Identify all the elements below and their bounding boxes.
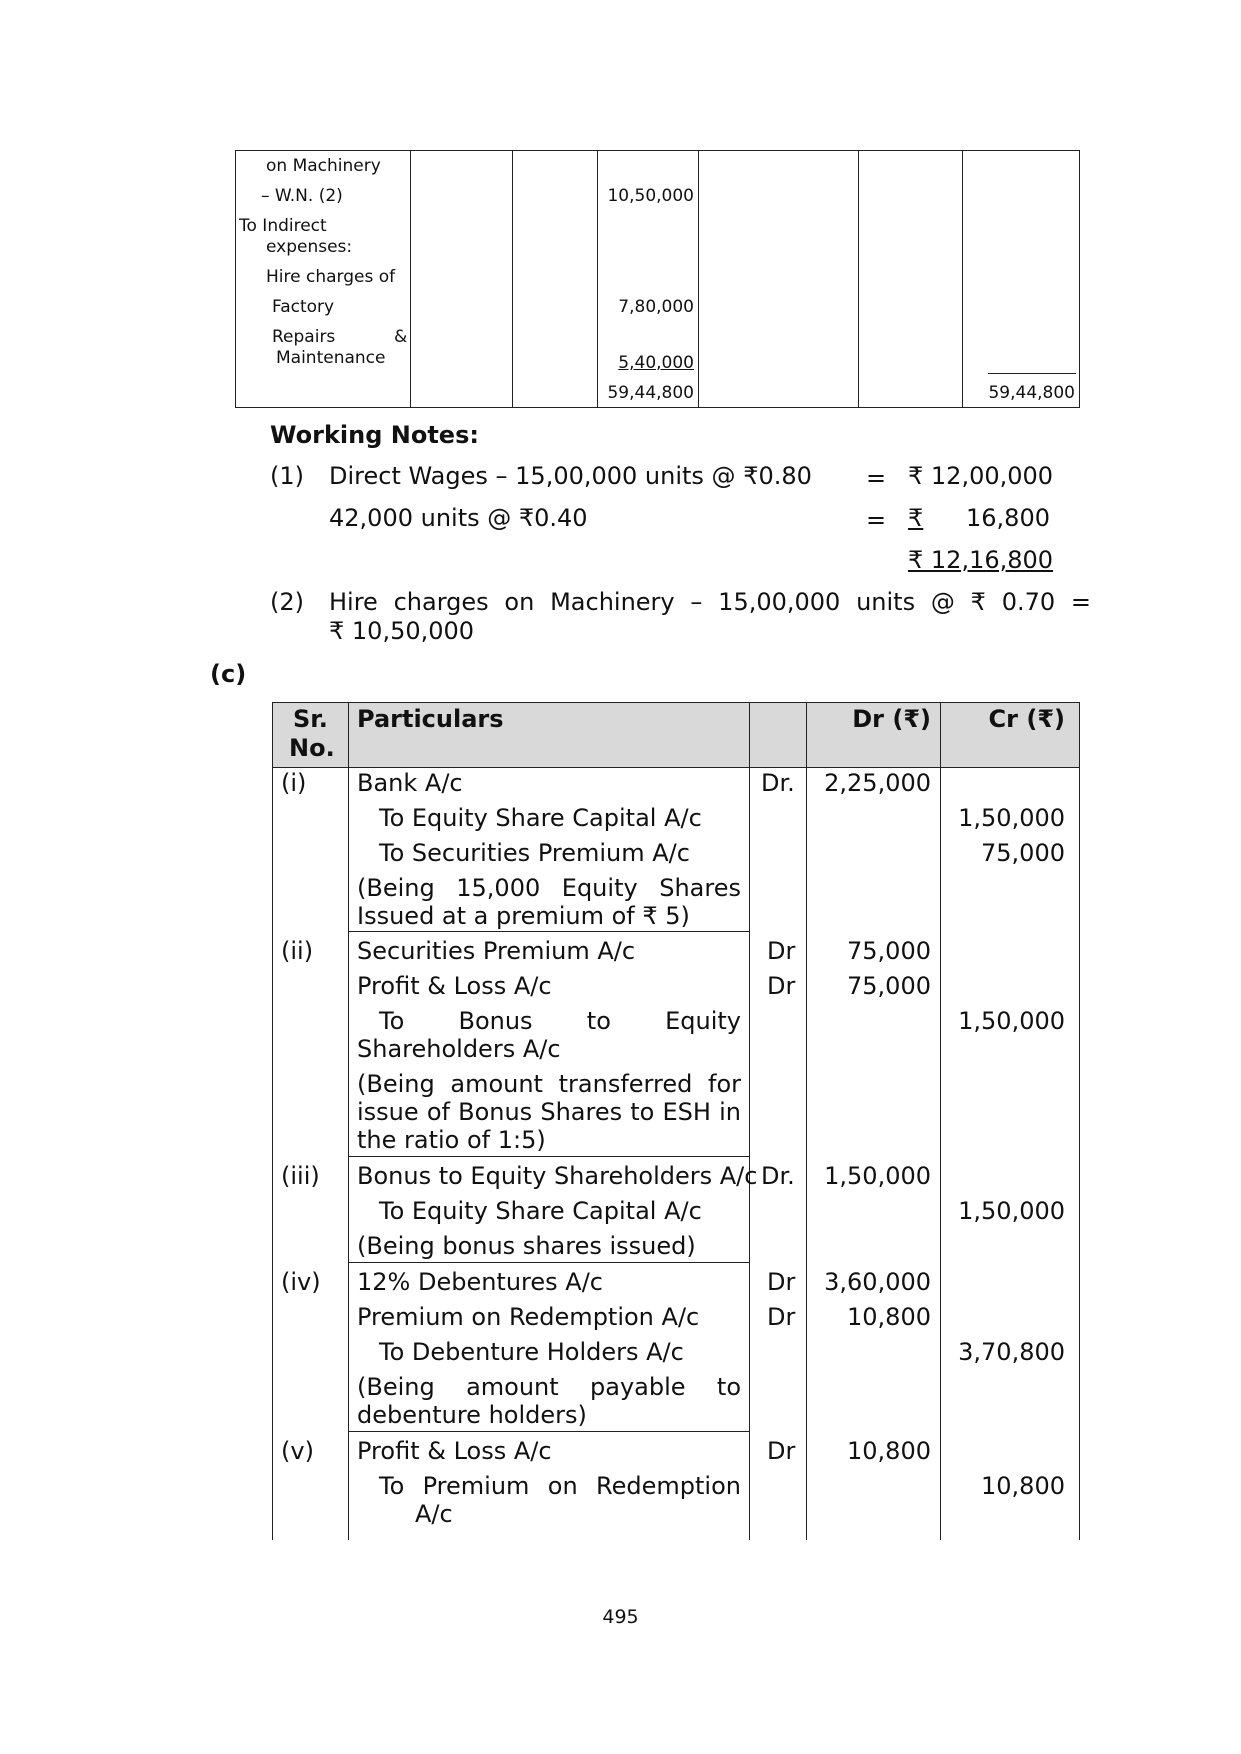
entry-account: To Equity Share Capital A/c [379,804,702,832]
dr-marker: Dr [767,1268,796,1296]
ledger-text: & [394,327,408,347]
entry-account: To Debenture Holders A/c [379,1338,684,1366]
credit-amount: 3,70,800 [958,1338,1065,1366]
section-label: (c) [210,660,247,688]
dr-marker: Dr [767,1437,796,1465]
entry-sr: (v) [281,1437,314,1465]
entry-account: Profit & Loss A/c [357,1437,552,1465]
credit-amount: 10,800 [981,1472,1065,1500]
debit-amount: 75,000 [847,972,931,1000]
entry-account: Profit & Loss A/c [357,972,552,1000]
ledger-total: 59,44,800 [607,383,694,403]
entry-account: Shareholders A/c [357,1035,561,1063]
dr-marker: Dr. [761,1162,795,1190]
ledger-text: – W.N. (2) [261,186,343,206]
header-particulars: Particulars [357,705,504,733]
note-total: ₹ 12,16,800 [908,546,1054,574]
entry-sr: (iii) [281,1162,320,1190]
note-value: ₹ 12,00,000 [908,462,1054,490]
note-number: (1) [270,462,304,490]
ledger-amount: 7,80,000 [618,297,694,317]
narration: (Being amount transferred for [357,1070,741,1098]
ledger-text: Maintenance [276,348,386,368]
ledger-text: Repairs [272,327,336,347]
note-text: 42,000 units @ ₹0.40 [329,504,588,532]
narration: (Being bonus shares issued) [357,1232,696,1260]
narration: (Being amount payable to [357,1373,741,1401]
entry-account: To Bonus to Equity [379,1007,741,1035]
narration: Issued at a premium of ₹ 5) [357,902,690,930]
ledger-table [235,150,1080,408]
ledger-text: expenses: [266,237,353,257]
dr-marker: Dr [767,972,796,1000]
note-number: (2) [270,588,304,616]
entry-account: Premium on Redemption A/c [357,1303,700,1331]
note-text: ₹ 10,50,000 [329,617,475,645]
entry-account: Securities Premium A/c [357,937,636,965]
narration: issue of Bonus Shares to ESH in [357,1098,741,1126]
narration: the ratio of 1:5) [357,1126,546,1154]
header-sr: Sr. [293,705,328,733]
entry-account: To Securities Premium A/c [379,839,690,867]
narration: (Being 15,000 Equity Shares [357,874,741,902]
equals-sign: = [866,464,887,492]
credit-amount: 1,50,000 [958,804,1065,832]
note-value-underlined: ₹ 16,800 [908,504,1050,532]
entry-account: Bonus to Equity Shareholders A/c [357,1162,758,1190]
narration: debenture holders) [357,1401,587,1429]
ledger-text: Hire charges of [266,267,396,287]
entry-account: To Premium on Redemption [379,1472,741,1500]
debit-amount: 1,50,000 [824,1162,931,1190]
working-notes-title: Working Notes: [270,421,479,449]
debit-amount: 2,25,000 [824,769,931,797]
debit-amount: 10,800 [847,1437,931,1465]
debit-amount: 3,60,000 [824,1268,931,1296]
ledger-text: Factory [272,297,335,317]
entry-account: To Equity Share Capital A/c [379,1197,702,1225]
credit-amount: 1,50,000 [958,1197,1065,1225]
entry-sr: (i) [281,769,307,797]
header-dr: Dr (₹) [852,705,931,733]
credit-amount: 75,000 [981,839,1065,867]
ledger-text: To Indirect [239,216,327,236]
dr-marker: Dr [767,937,796,965]
page-number: 495 [602,1606,639,1628]
underline-rule [988,373,1076,374]
note-text: Direct Wages – 15,00,000 units @ ₹0.80 [329,462,812,490]
debit-amount: 10,800 [847,1303,931,1331]
dr-marker: Dr. [761,769,795,797]
ledger-amount: 10,50,000 [607,186,694,206]
header-cr: Cr (₹) [988,705,1065,733]
entry-account: Bank A/c [357,769,463,797]
entry-sr: (ii) [281,937,314,965]
journal-table [272,702,1080,1540]
header-sr: No. [289,734,335,762]
entry-account: A/c [415,1500,453,1528]
ledger-amount: 5,40,000 [618,353,694,373]
note-2-line: Hire charges on Machinery – 15,00,000 units @ ₹ 0.70 = [329,588,1091,616]
dr-marker: Dr [767,1303,796,1331]
ledger-text: on Machinery [266,156,381,176]
equals-sign: = [866,506,887,534]
ledger-total: 59,44,800 [988,383,1075,403]
debit-amount: 75,000 [847,937,931,965]
credit-amount: 1,50,000 [958,1007,1065,1035]
entry-account: 12% Debentures A/c [357,1268,603,1296]
entry-sr: (iv) [281,1268,321,1296]
